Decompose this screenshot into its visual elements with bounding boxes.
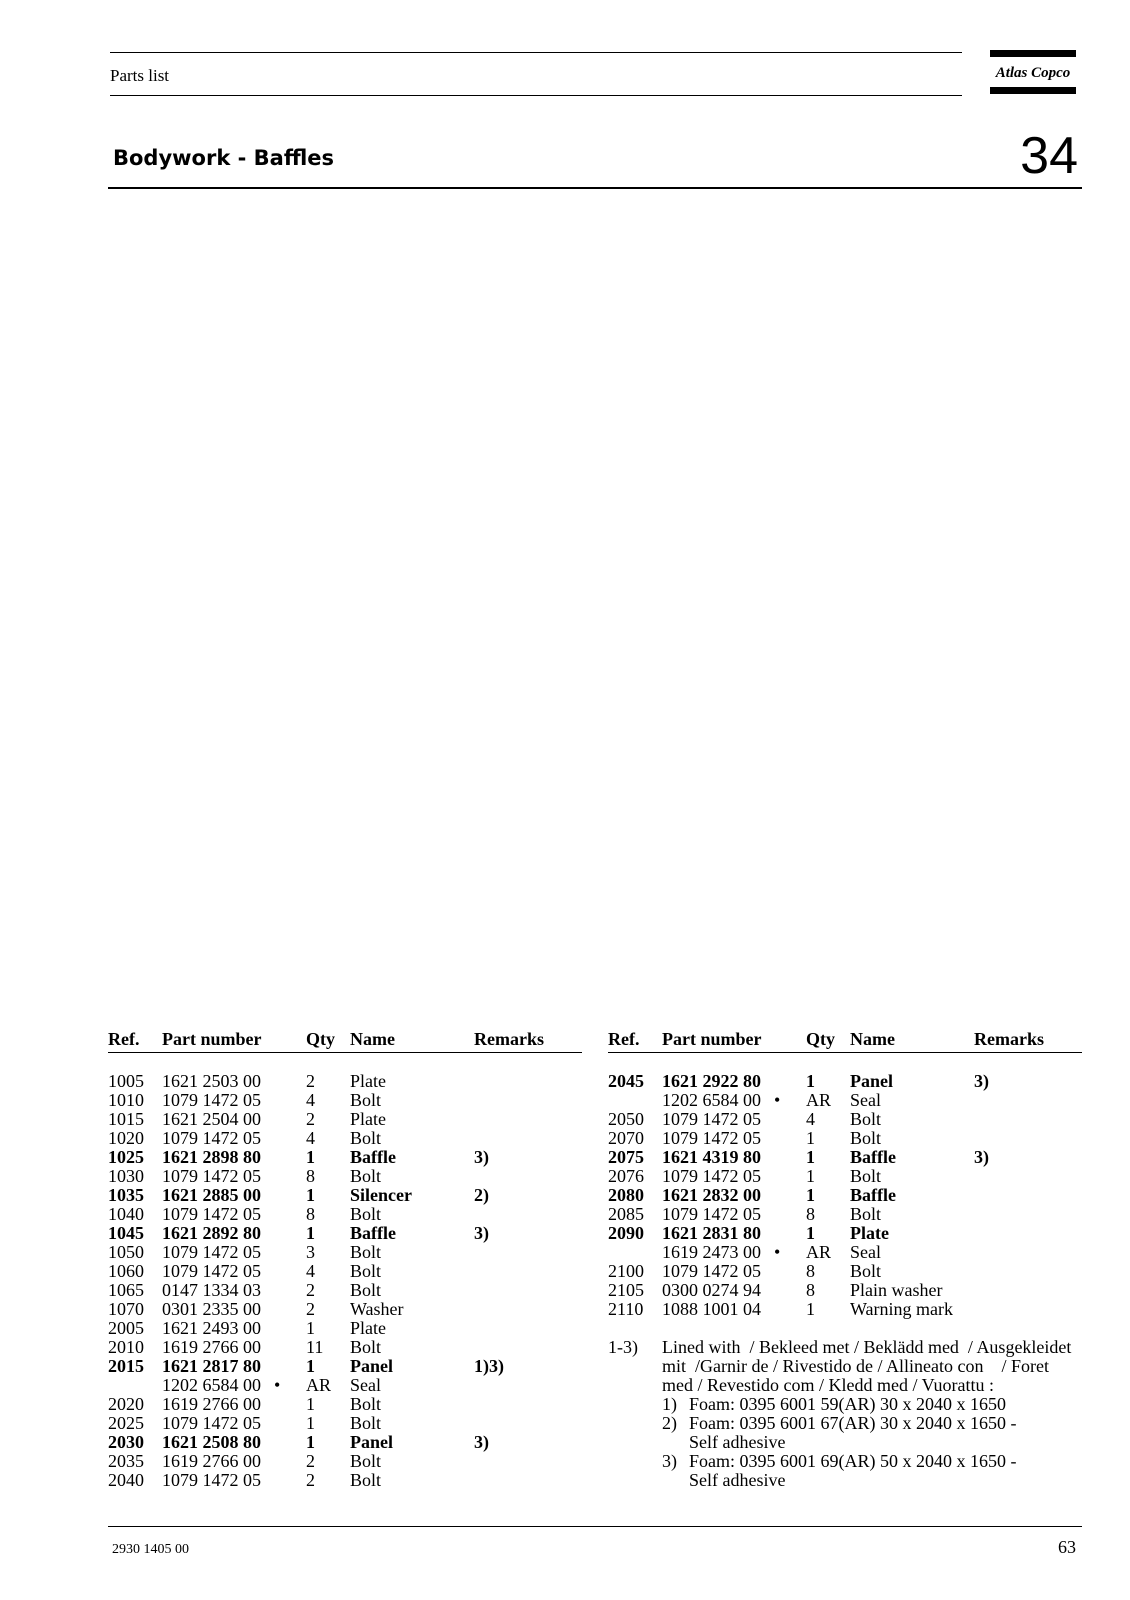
ref-cell: 1025 bbox=[108, 1147, 144, 1167]
header-name: Name bbox=[850, 1029, 895, 1049]
part-number-cell: 1079 1472 05 bbox=[662, 1261, 761, 1281]
qty-cell: 1 bbox=[806, 1223, 815, 1243]
table-row bbox=[608, 1243, 1082, 1262]
part-number-cell: 1621 2892 80 bbox=[162, 1223, 261, 1243]
table-row bbox=[108, 1186, 582, 1205]
name-cell: Bolt bbox=[350, 1337, 382, 1357]
footnote-line: mit /Garnir de / Rivestido de / Allineato con / Foret bbox=[662, 1356, 1049, 1376]
ref-cell: 1040 bbox=[108, 1204, 144, 1224]
name-cell: Bolt bbox=[350, 1166, 382, 1186]
table-row bbox=[608, 1262, 1082, 1281]
header-ref: Ref. bbox=[108, 1029, 140, 1049]
name-cell: Bolt bbox=[350, 1090, 382, 1110]
ref-cell: 2080 bbox=[608, 1185, 644, 1205]
name-cell: Plain washer bbox=[850, 1280, 943, 1300]
qty-cell: 2 bbox=[306, 1071, 315, 1091]
footnote-line: med / Revestido com / Kledd med / Vuorattu : bbox=[662, 1375, 995, 1395]
qty-cell: 8 bbox=[306, 1166, 315, 1186]
qty-cell: 2 bbox=[306, 1451, 315, 1471]
header-part-number: Part number bbox=[162, 1029, 262, 1049]
qty-cell: 1 bbox=[806, 1166, 815, 1186]
qty-cell: 1 bbox=[806, 1071, 815, 1091]
name-cell: Bolt bbox=[350, 1280, 382, 1300]
ref-cell: 1065 bbox=[108, 1280, 144, 1300]
ref-cell: 2105 bbox=[608, 1280, 644, 1300]
header-bottom-rule bbox=[110, 95, 962, 96]
qty-cell: 1 bbox=[306, 1223, 315, 1243]
remarks-cell: 3) bbox=[474, 1147, 489, 1167]
footnote-text: Foam: 0395 6001 59(AR) 30 x 2040 x 1650 bbox=[689, 1394, 1006, 1414]
name-cell: Plate bbox=[350, 1318, 386, 1338]
part-number-cell: 1079 1472 05 bbox=[162, 1413, 261, 1433]
qty-cell: 1 bbox=[806, 1185, 815, 1205]
ref-cell: 2010 bbox=[108, 1337, 144, 1357]
qty-cell: AR bbox=[306, 1375, 332, 1395]
qty-cell: 3 bbox=[306, 1242, 315, 1262]
name-cell: Bolt bbox=[350, 1413, 382, 1433]
table-row bbox=[608, 1072, 1082, 1091]
part-number-cell: 1079 1472 05 bbox=[162, 1128, 261, 1148]
footnote-text: Foam: 0395 6001 69(AR) 50 x 2040 x 1650 - bbox=[689, 1451, 1017, 1471]
ref-cell: 2015 bbox=[108, 1356, 144, 1376]
part-number-cell: 1079 1472 05 bbox=[662, 1204, 761, 1224]
document-number: 2930 1405 00 bbox=[112, 1542, 189, 1557]
part-number-cell: 1621 2831 80 bbox=[662, 1223, 761, 1243]
remarks-cell: 3) bbox=[974, 1147, 989, 1167]
table-row bbox=[108, 1091, 582, 1110]
section-rule bbox=[108, 187, 1082, 189]
name-cell: Bolt bbox=[850, 1166, 882, 1186]
ref-cell: 2030 bbox=[108, 1432, 144, 1452]
footnotes bbox=[608, 1338, 1082, 1490]
qty-cell: 11 bbox=[306, 1337, 324, 1357]
footnote-item bbox=[662, 1452, 1082, 1490]
name-cell: Panel bbox=[350, 1356, 393, 1376]
table-body bbox=[108, 1072, 582, 1490]
part-number-cell: 1621 2817 80 bbox=[162, 1356, 261, 1376]
part-number-cell: 1621 2898 80 bbox=[162, 1147, 261, 1167]
bullet-icon: • bbox=[274, 1375, 281, 1395]
part-number-cell: 1079 1472 05 bbox=[162, 1470, 261, 1490]
qty-cell: 1 bbox=[806, 1128, 815, 1148]
header-remarks: Remarks bbox=[974, 1029, 1044, 1049]
table-header-rule bbox=[608, 1052, 1082, 1053]
name-cell: Bolt bbox=[350, 1128, 382, 1148]
part-number-cell: 1621 2508 80 bbox=[162, 1432, 261, 1452]
ref-cell: 2045 bbox=[608, 1071, 644, 1091]
ref-cell: 2076 bbox=[608, 1166, 644, 1186]
part-number-cell: 1621 2832 00 bbox=[662, 1185, 761, 1205]
name-cell: Bolt bbox=[850, 1204, 882, 1224]
table-row bbox=[108, 1129, 582, 1148]
ref-cell: 1015 bbox=[108, 1109, 144, 1129]
table-row bbox=[108, 1205, 582, 1224]
name-cell: Plate bbox=[350, 1109, 386, 1129]
section-number: 34 bbox=[1020, 127, 1078, 185]
table-row bbox=[608, 1129, 1082, 1148]
qty-cell: 8 bbox=[806, 1204, 815, 1224]
qty-cell: 1 bbox=[306, 1356, 315, 1376]
atlas-copco-logo bbox=[990, 50, 1076, 94]
remarks-cell: 3) bbox=[974, 1071, 989, 1091]
remarks-cell: 3) bbox=[474, 1223, 489, 1243]
parts-table-left bbox=[108, 1030, 582, 1490]
ref-cell: 2050 bbox=[608, 1109, 644, 1129]
ref-cell: 1020 bbox=[108, 1128, 144, 1148]
table-row bbox=[108, 1300, 582, 1319]
table-row bbox=[108, 1167, 582, 1186]
part-number-cell: 1621 2504 00 bbox=[162, 1109, 261, 1129]
part-number-cell: 1079 1472 05 bbox=[162, 1090, 261, 1110]
ref-cell: 2070 bbox=[608, 1128, 644, 1148]
qty-cell: 2 bbox=[306, 1470, 315, 1490]
remarks-cell: 3) bbox=[474, 1432, 489, 1452]
part-number-cell: 1079 1472 05 bbox=[162, 1166, 261, 1186]
name-cell: Plate bbox=[350, 1071, 386, 1091]
table-row bbox=[108, 1148, 582, 1167]
name-cell: Bolt bbox=[350, 1394, 382, 1414]
ref-cell: 2075 bbox=[608, 1147, 644, 1167]
ref-cell: 2020 bbox=[108, 1394, 144, 1414]
part-number-cell: 1619 2473 00 bbox=[662, 1242, 761, 1262]
table-header-rule bbox=[108, 1052, 582, 1053]
ref-cell: 2040 bbox=[108, 1470, 144, 1490]
bullet-icon: • bbox=[774, 1242, 781, 1262]
part-number-cell: 1619 2766 00 bbox=[162, 1337, 261, 1357]
qty-cell: 2 bbox=[306, 1109, 315, 1129]
part-number-cell: 1202 6584 00 bbox=[162, 1375, 261, 1395]
remarks-cell: 1)3) bbox=[474, 1356, 504, 1376]
ref-cell: 1005 bbox=[108, 1071, 144, 1091]
svg-text:Atlas Copco: Atlas Copco bbox=[995, 65, 1071, 81]
ref-cell: 1070 bbox=[108, 1299, 144, 1319]
table-row bbox=[108, 1395, 582, 1414]
table-header bbox=[108, 1030, 582, 1052]
header-title: Parts list bbox=[110, 66, 170, 85]
table-row bbox=[108, 1452, 582, 1471]
page-number: 63 bbox=[1058, 1537, 1076, 1557]
part-number-cell: 1202 6584 00 bbox=[662, 1090, 761, 1110]
footnote-label: 1-3) bbox=[608, 1337, 638, 1357]
part-number-cell: 1621 2493 00 bbox=[162, 1318, 261, 1338]
qty-cell: 2 bbox=[306, 1280, 315, 1300]
table-row bbox=[108, 1338, 582, 1357]
ref-cell: 2090 bbox=[608, 1223, 644, 1243]
header-qty: Qty bbox=[306, 1029, 335, 1049]
name-cell: Bolt bbox=[350, 1470, 382, 1490]
ref-cell: 1045 bbox=[108, 1223, 144, 1243]
ref-cell: 1035 bbox=[108, 1185, 144, 1205]
table-row bbox=[608, 1091, 1082, 1110]
footnote-text: Self adhesive bbox=[689, 1470, 786, 1490]
part-number-cell: 1621 2503 00 bbox=[162, 1071, 261, 1091]
table-row bbox=[108, 1110, 582, 1129]
ref-cell: 2035 bbox=[108, 1451, 144, 1471]
footnote-item bbox=[662, 1395, 1082, 1414]
table-row bbox=[608, 1224, 1082, 1243]
qty-cell: 1 bbox=[306, 1318, 315, 1338]
ref-cell: 2110 bbox=[608, 1299, 644, 1319]
name-cell: Baffle bbox=[850, 1185, 896, 1205]
qty-cell: 8 bbox=[306, 1204, 315, 1224]
part-number-cell: 1079 1472 05 bbox=[162, 1204, 261, 1224]
name-cell: Bolt bbox=[350, 1261, 382, 1281]
header-ref: Ref. bbox=[608, 1029, 640, 1049]
table-row bbox=[108, 1471, 582, 1490]
name-cell: Bolt bbox=[850, 1261, 882, 1281]
table-header bbox=[608, 1030, 1082, 1052]
header-remarks: Remarks bbox=[474, 1029, 544, 1049]
part-number-cell: 1079 1472 05 bbox=[662, 1128, 761, 1148]
qty-cell: 1 bbox=[306, 1413, 315, 1433]
name-cell: Seal bbox=[850, 1242, 881, 1262]
name-cell: Bolt bbox=[850, 1109, 882, 1129]
name-cell: Washer bbox=[350, 1299, 404, 1319]
qty-cell: 8 bbox=[806, 1280, 815, 1300]
header-qty: Qty bbox=[806, 1029, 835, 1049]
table-row bbox=[608, 1110, 1082, 1129]
qty-cell: 1 bbox=[806, 1147, 815, 1167]
part-number-cell: 1079 1472 05 bbox=[662, 1166, 761, 1186]
ref-cell: 2100 bbox=[608, 1261, 644, 1281]
part-number-cell: 1079 1472 05 bbox=[662, 1109, 761, 1129]
name-cell: Baffle bbox=[850, 1147, 896, 1167]
footnote-line: Lined with / Bekleed met / Beklädd med / Ausgekleidet bbox=[662, 1337, 1072, 1357]
table-row bbox=[608, 1300, 1082, 1319]
ref-cell: 2085 bbox=[608, 1204, 644, 1224]
table-row bbox=[608, 1205, 1082, 1224]
part-number-cell: 0300 0274 94 bbox=[662, 1280, 761, 1300]
name-cell: Bolt bbox=[350, 1204, 382, 1224]
ref-cell: 2025 bbox=[108, 1413, 144, 1433]
table-row bbox=[108, 1224, 582, 1243]
qty-cell: 4 bbox=[806, 1109, 815, 1129]
qty-cell: 4 bbox=[306, 1128, 315, 1148]
name-cell: Baffle bbox=[350, 1223, 396, 1243]
table-body bbox=[608, 1072, 1082, 1319]
table-row bbox=[108, 1281, 582, 1300]
qty-cell: 1 bbox=[306, 1185, 315, 1205]
name-cell: Bolt bbox=[350, 1451, 382, 1471]
qty-cell: 1 bbox=[306, 1432, 315, 1452]
footnote-number: 1) bbox=[662, 1394, 677, 1414]
table-row bbox=[108, 1357, 582, 1376]
ref-cell: 1030 bbox=[108, 1166, 144, 1186]
table-row bbox=[108, 1319, 582, 1338]
table-row bbox=[108, 1433, 582, 1452]
footnote-text: Self adhesive bbox=[689, 1432, 786, 1452]
name-cell: Plate bbox=[850, 1223, 889, 1243]
qty-cell: AR bbox=[806, 1242, 832, 1262]
qty-cell: 1 bbox=[306, 1394, 315, 1414]
name-cell: Bolt bbox=[350, 1242, 382, 1262]
part-number-cell: 1621 2922 80 bbox=[662, 1071, 761, 1091]
ref-cell: 1010 bbox=[108, 1090, 144, 1110]
footnote-body bbox=[662, 1338, 1082, 1490]
header-part-number: Part number bbox=[662, 1029, 762, 1049]
footnote-item bbox=[662, 1414, 1082, 1452]
part-number-cell: 1619 2766 00 bbox=[162, 1394, 261, 1414]
part-number-cell: 1619 2766 00 bbox=[162, 1451, 261, 1471]
table-row bbox=[108, 1262, 582, 1281]
table-row bbox=[108, 1243, 582, 1262]
part-number-cell: 0301 2335 00 bbox=[162, 1299, 261, 1319]
name-cell: Warning mark bbox=[850, 1299, 954, 1319]
part-number-cell: 1079 1472 05 bbox=[162, 1261, 261, 1281]
header-top-rule bbox=[110, 52, 962, 53]
name-cell: Panel bbox=[350, 1432, 393, 1452]
bullet-icon: • bbox=[774, 1090, 781, 1110]
name-cell: Bolt bbox=[850, 1128, 882, 1148]
ref-cell: 1060 bbox=[108, 1261, 144, 1281]
table-row bbox=[608, 1281, 1082, 1300]
qty-cell: 1 bbox=[306, 1147, 315, 1167]
table-row bbox=[108, 1072, 582, 1091]
qty-cell: AR bbox=[806, 1090, 832, 1110]
section-title: Bodywork - Baffles bbox=[113, 146, 335, 170]
table-row bbox=[108, 1414, 582, 1433]
table-row bbox=[608, 1186, 1082, 1205]
parts-table-right bbox=[608, 1030, 1082, 1319]
qty-cell: 4 bbox=[306, 1090, 315, 1110]
remarks-cell: 2) bbox=[474, 1185, 489, 1205]
part-number-cell: 0147 1334 03 bbox=[162, 1280, 261, 1300]
part-number-cell: 1621 4319 80 bbox=[662, 1147, 761, 1167]
footnote-number: 3) bbox=[662, 1451, 677, 1471]
name-cell: Panel bbox=[850, 1071, 893, 1091]
footer-rule bbox=[108, 1526, 1082, 1527]
header-name: Name bbox=[350, 1029, 395, 1049]
ref-cell: 2005 bbox=[108, 1318, 144, 1338]
ref-cell: 1050 bbox=[108, 1242, 144, 1262]
name-cell: Seal bbox=[350, 1375, 381, 1395]
table-row bbox=[608, 1148, 1082, 1167]
part-number-cell: 1079 1472 05 bbox=[162, 1242, 261, 1262]
qty-cell: 4 bbox=[306, 1261, 315, 1281]
table-row bbox=[608, 1167, 1082, 1186]
part-number-cell: 1088 1001 04 bbox=[662, 1299, 761, 1319]
part-number-cell: 1621 2885 00 bbox=[162, 1185, 261, 1205]
qty-cell: 8 bbox=[806, 1261, 815, 1281]
table-row bbox=[108, 1376, 582, 1395]
name-cell: Silencer bbox=[350, 1185, 412, 1205]
footnote-text: Foam: 0395 6001 67(AR) 30 x 2040 x 1650 - bbox=[689, 1413, 1017, 1433]
footnote-number: 2) bbox=[662, 1413, 677, 1433]
name-cell: Baffle bbox=[350, 1147, 396, 1167]
qty-cell: 2 bbox=[306, 1299, 315, 1319]
qty-cell: 1 bbox=[806, 1299, 815, 1319]
name-cell: Seal bbox=[850, 1090, 881, 1110]
